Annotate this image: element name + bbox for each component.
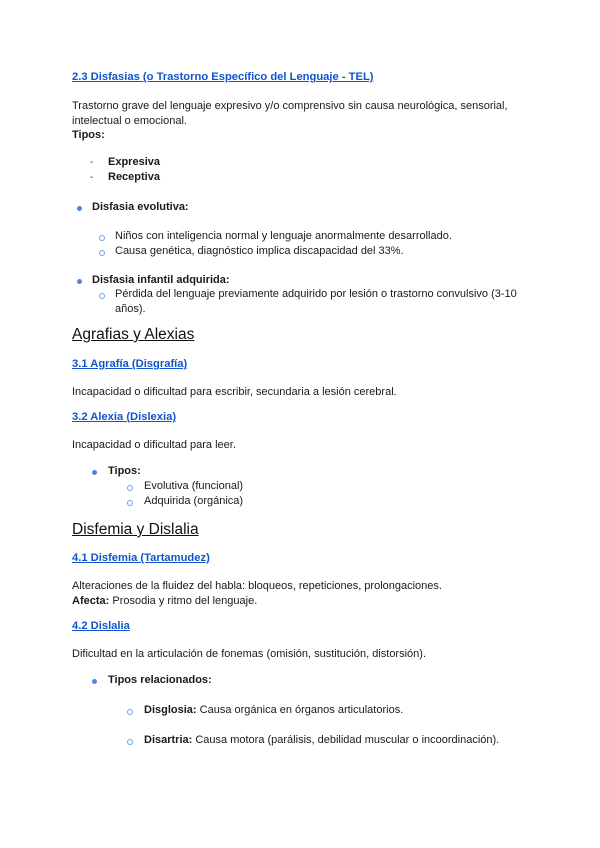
evolutiva-item-2: Causa genética, diagnóstico implica discapacidad del 33%. <box>115 245 404 257</box>
bullet-dot-icon <box>77 206 82 211</box>
dislalia-description: Dificultad en la articulación de fonemas (omisión, sustitución, distorsión). <box>72 648 426 660</box>
tipos-relacionados-label: Tipos relacionados: <box>108 674 212 686</box>
heading-4-1-link[interactable]: 4.1 Disfemia (Tartamudez) <box>72 552 210 564</box>
afecta-text: Prosodia y ritmo del lenguaje. <box>109 595 258 607</box>
adquirida-item-line1: Pérdida del lenguaje previamente adquirido por lesión o trastorno convulsivo (3-10 <box>115 288 517 300</box>
bullet-ring-icon <box>127 709 133 715</box>
bullet-ring-icon <box>99 293 105 299</box>
afecta-label: Afecta: <box>72 595 110 607</box>
evolutiva-item-1: Niños con inteligencia normal y lenguaje anormalmente desarrollado. <box>115 230 452 242</box>
tipo-expresiva: Expresiva <box>108 156 160 168</box>
disartria-label: Disartria: <box>144 734 193 746</box>
disfemia-afecta <box>72 594 257 609</box>
alexia-tipos-label: Tipos: <box>108 465 141 477</box>
tipo-receptiva: Receptiva <box>108 171 160 183</box>
disfasias-description-line2: intelectual o emocional. <box>72 115 187 127</box>
disfemia-description: Alteraciones de la fluidez del habla: bloqueos, repeticiones, prolongaciones. <box>72 580 442 592</box>
heading-3-2-link[interactable]: 3.2 Alexia (Dislexia) <box>72 411 177 423</box>
adquirida-item-line2: años). <box>115 303 146 315</box>
bullet-ring-icon <box>127 500 133 506</box>
heading-2-3-link[interactable]: 2.3 Disfasias (o Trastorno Específico del Lenguaje - TEL) <box>72 71 374 83</box>
disfasia-evolutiva-label: Disfasia evolutiva: <box>92 201 189 213</box>
disartria-text: Causa motora (parálisis, debilidad muscular o incoordinación). <box>192 734 500 746</box>
agrafia-description: Incapacidad o dificultad para escribir, secundaria a lesión cerebral. <box>72 386 397 398</box>
disglosia-item <box>144 703 403 718</box>
bullet-ring-icon <box>99 250 105 256</box>
alexia-description: Incapacidad o dificultad para leer. <box>72 439 236 451</box>
section-title-disfemia: Disfemia y Dislalia <box>72 521 199 538</box>
alexia-tipo-adquirida: Adquirida (orgánica) <box>144 495 244 507</box>
section-title-agrafias: Agrafias y Alexias <box>72 326 195 343</box>
dash-bullet-icon: - <box>90 172 94 183</box>
disfasia-adquirida-label: Disfasia infantil adquirida: <box>92 274 230 286</box>
disglosia-label: Disglosia: <box>144 704 197 716</box>
bullet-dot-icon <box>92 470 97 475</box>
disglosia-text: Causa orgánica en órganos articulatorios. <box>196 704 404 716</box>
dash-bullet-icon: - <box>90 157 94 168</box>
bullet-ring-icon <box>99 235 105 241</box>
disfasias-description-line1: Trastorno grave del lenguaje expresivo y/o comprensivo sin causa neurológica, sensorial, <box>72 100 508 112</box>
disartria-item <box>144 733 499 748</box>
bullet-ring-icon <box>127 739 133 745</box>
bullet-ring-icon <box>127 485 133 491</box>
heading-3-1-link[interactable]: 3.1 Agrafía (Disgrafía) <box>72 358 188 370</box>
tipos-label: Tipos: <box>72 129 105 141</box>
heading-4-2-link[interactable]: 4.2 Dislalia <box>72 620 130 632</box>
bullet-dot-icon <box>92 679 97 684</box>
alexia-tipo-evolutiva: Evolutiva (funcional) <box>144 480 244 492</box>
bullet-dot-icon <box>77 279 82 284</box>
